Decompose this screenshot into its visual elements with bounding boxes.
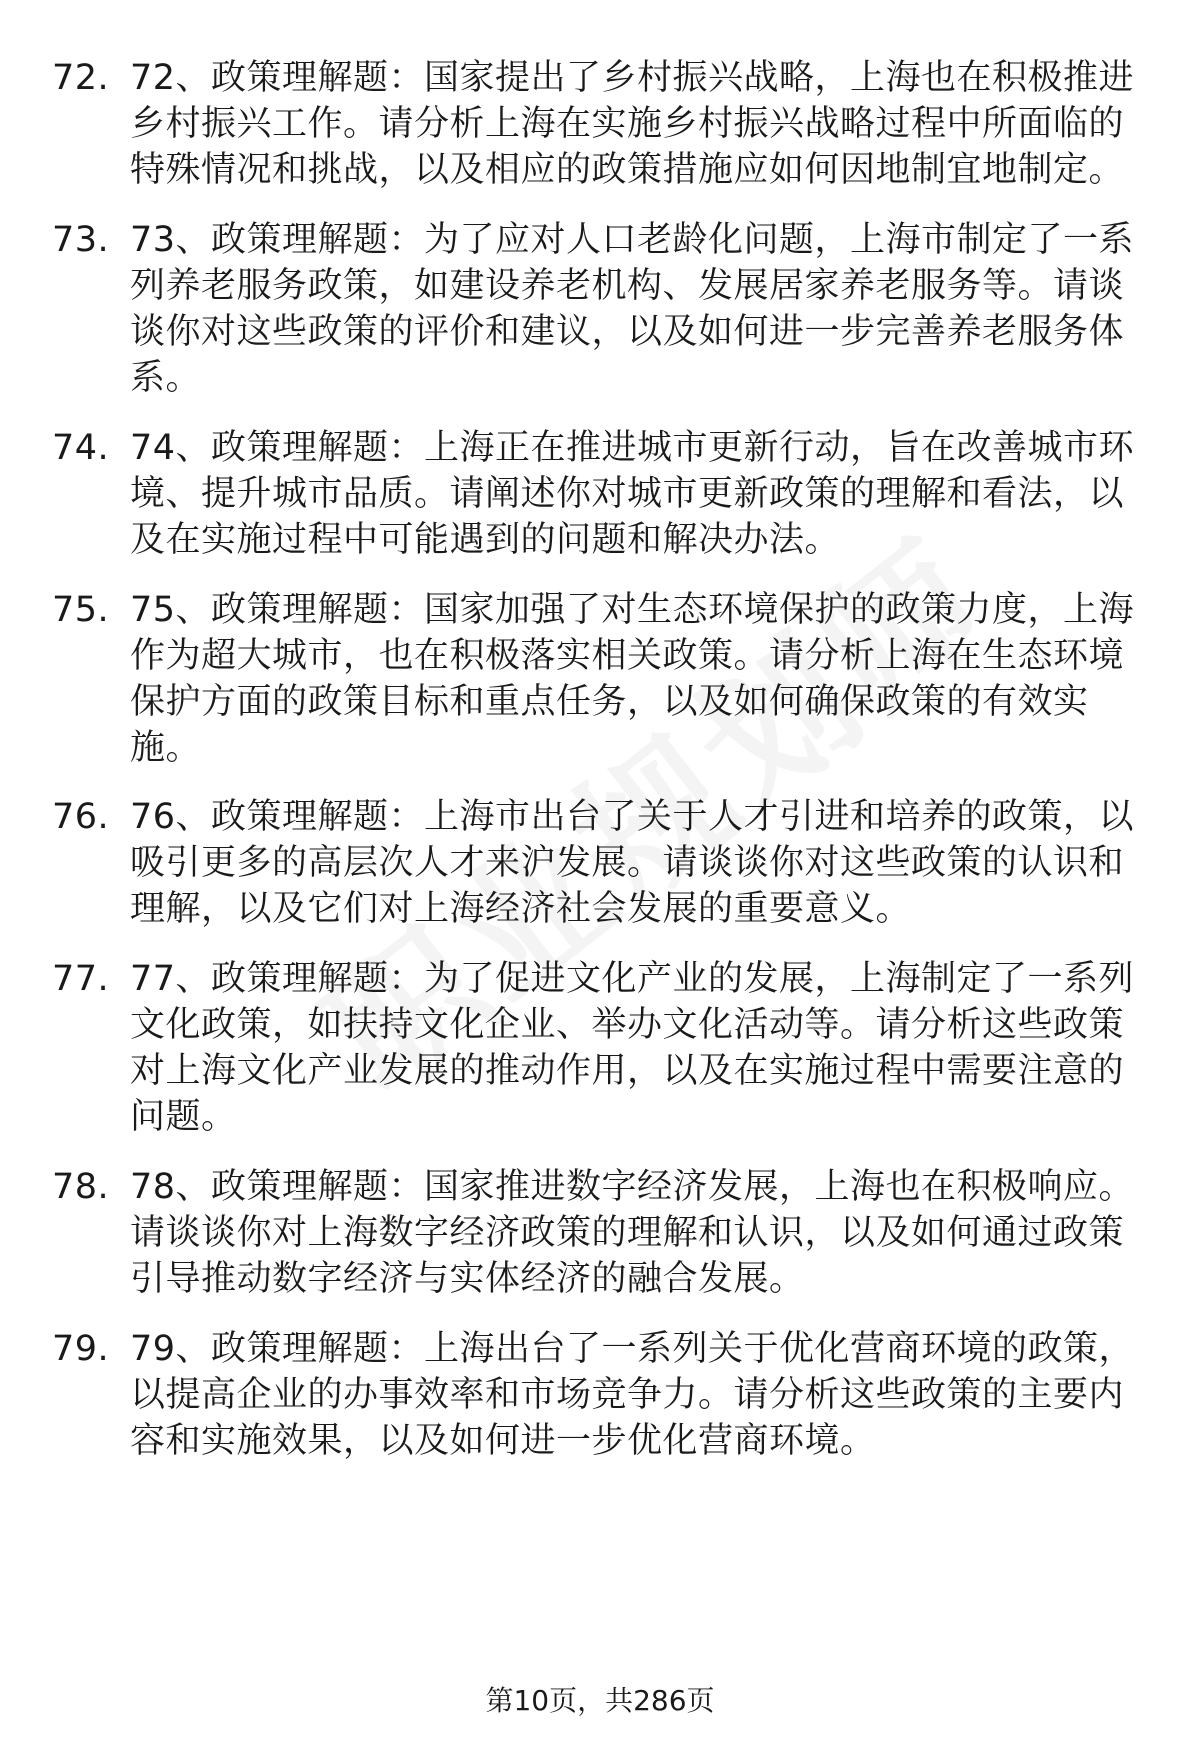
question-number: 73. (52, 220, 110, 260)
question-number: 78. (52, 1167, 110, 1207)
question-number: 76. (52, 797, 110, 837)
page-number-footer: 第10页，共286页 (485, 1684, 715, 1717)
question-text: 74、政策理解题：上海正在推进城市更新行动，旨在改善城市环境、提升城市品质。请阐述你对城市更新政策的理解和看法，以及在实施过程中可能遇到的问题和解决办法。 (130, 428, 1135, 560)
question-number: 77. (52, 959, 110, 999)
question-text: 77、政策理解题：为了促进文化产业的发展，上海制定了一系列文化政策，如扶持文化企业、举办文化活动等。请分析这些政策对上海文化产业发展的推动作用，以及在实施过程中需要注意的问题。 (130, 959, 1135, 1137)
question-number: 75. (52, 590, 110, 630)
question-text: 72、政策理解题：国家提出了乡村振兴战略，上海也在积极推进乡村振兴工作。请分析上海在实施乡村振兴战略过程中所面临的特殊情况和挑战，以及相应的政策措施应如何因地制宜地制定。 (130, 58, 1135, 190)
question-text: 75、政策理解题：国家加强了对生态环境保护的政策力度，上海作为超大城市，也在积极落实相关政策。请分析上海在生态环境保护方面的政策目标和重点任务，以及如何确保政策的有效实施。 (130, 590, 1135, 768)
question-number: 72. (52, 58, 110, 98)
question-number: 79. (52, 1329, 110, 1369)
question-text: 78、政策理解题：国家推进数字经济发展，上海也在积极响应。请谈谈你对上海数字经济政策的理解和认识，以及如何通过政策引导推动数字经济与实体经济的融合发展。 (130, 1167, 1135, 1299)
question-text: 73、政策理解题：为了应对人口老龄化问题，上海市制定了一系列养老服务政策，如建设养老机构、发展居家养老服务等。请谈谈你对这些政策的评价和建议，以及如何进一步完善养老服务体系。 (130, 220, 1135, 398)
question-text: 79、政策理解题：上海出台了一系列关于优化营商环境的政策，以提高企业的办事效率和市场竞争力。请分析这些政策的主要内容和实施效果，以及如何进一步优化营商环境。 (130, 1329, 1135, 1461)
question-text: 76、政策理解题：上海市出台了关于人才引进和培养的政策，以吸引更多的高层次人才来沪发展。请谈谈你对这些政策的认识和理解，以及它们对上海经济社会发展的重要意义。 (130, 797, 1135, 929)
question-number: 74. (52, 428, 110, 468)
